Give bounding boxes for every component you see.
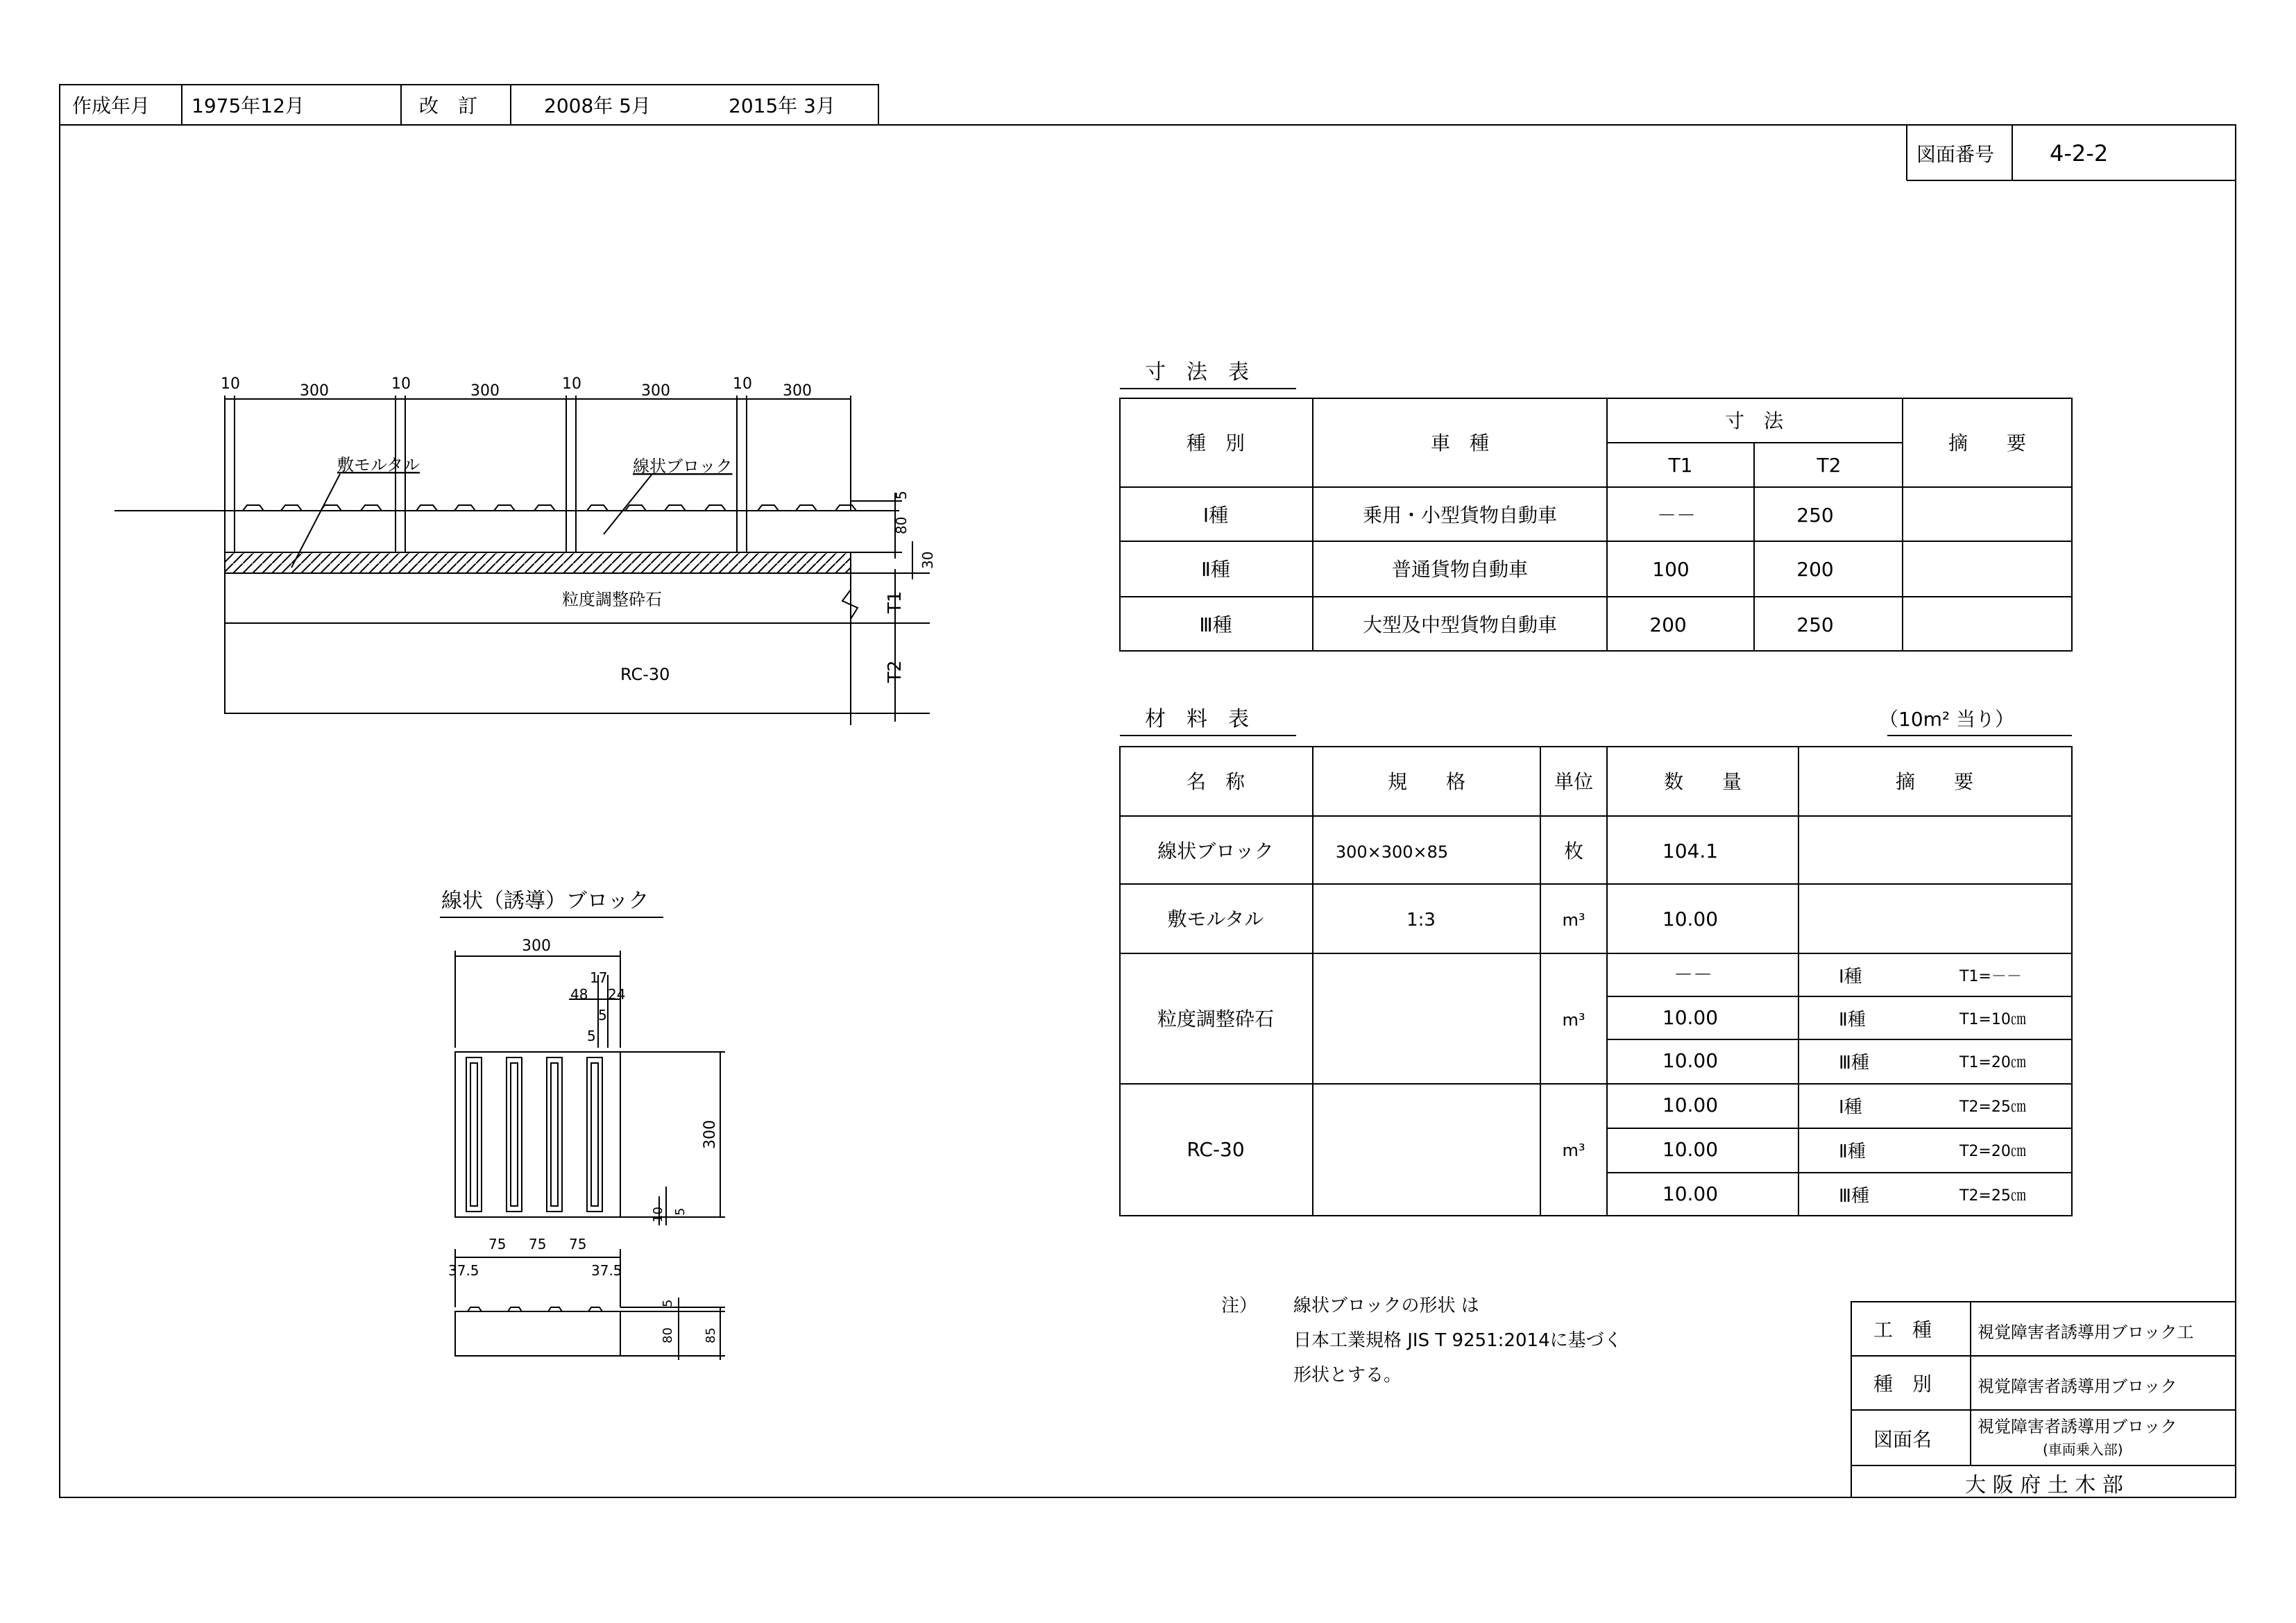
dim-48: 48 [570, 986, 588, 1003]
main-frame [60, 125, 2236, 1497]
dim-5-side: 5 [673, 1207, 688, 1216]
mat-row4-type-2: Ⅱ種 [1839, 1141, 1866, 1162]
material-table-per-unit: （10m² 当り） [1879, 708, 2015, 731]
dim-side-85: 85 [704, 1327, 718, 1343]
dim-75-b: 75 [529, 1236, 547, 1252]
block-detail-title: 線状（誘導）ブロック [441, 889, 649, 913]
dim-5-a: 5 [598, 1007, 607, 1023]
title-type-label: 種 別 [1873, 1373, 1932, 1395]
dim-75-a: 75 [488, 1236, 507, 1252]
mat-row3-type-3: Ⅲ種 [1839, 1053, 1869, 1073]
dim-header-t2: T2 [1817, 454, 1842, 477]
title-work-label: 工 種 [1873, 1318, 1932, 1341]
dim-row1-vehicle: 乗用・小型貨物自動車 [1362, 504, 1558, 527]
dim-row2-t1: 100 [1652, 558, 1690, 581]
gravel-layer [225, 573, 851, 623]
dim-row2-vehicle: 普通貨物自動車 [1391, 558, 1529, 581]
mat-row3-unit: m³ [1562, 1010, 1585, 1030]
label-gravel: 粒度調整砕石 [562, 590, 662, 609]
dim-300-b: 300 [470, 382, 500, 400]
mat-header-name: 名 称 [1186, 770, 1245, 793]
title-name-label: 図面名 [1873, 1428, 1932, 1451]
dim-10-a: 10 [221, 375, 240, 393]
dim-header-vehicle: 車 種 [1430, 432, 1490, 454]
created-label: 作成年月 [72, 94, 151, 117]
dim-row1-t1: －－ [1656, 504, 1697, 527]
label-mortar: 敷モルタル [337, 455, 420, 475]
dim-10-c: 10 [562, 375, 581, 393]
mat-row3-type-2: Ⅱ種 [1839, 1010, 1866, 1030]
dim-17: 17 [590, 969, 608, 986]
dim-300-d: 300 [783, 382, 812, 400]
mortar-layer [225, 552, 851, 573]
dim-80-right: 80 [893, 516, 910, 534]
dim-10-b: 10 [391, 375, 411, 393]
mat-row4-unit: m³ [1562, 1141, 1585, 1160]
dim-row1-t2: 250 [1796, 504, 1834, 527]
mat-row1-unit: 枚 [1563, 840, 1584, 863]
dim-header-remarks: 摘 要 [1948, 432, 2027, 454]
dim-row1-type: Ⅰ種 [1202, 504, 1229, 527]
dim-row3-t1: 200 [1649, 613, 1687, 636]
drawing-number-value: 4-2-2 [2050, 140, 2109, 167]
mat-header-unit: 単位 [1554, 770, 1594, 793]
mat-row2-qty: 10.00 [1662, 908, 1719, 931]
notes-line-3: 形状とする。 [1293, 1365, 1402, 1386]
dim-header-dim: 寸 法 [1724, 409, 1784, 432]
section-view [114, 396, 930, 725]
dim-row3-t2: 250 [1796, 613, 1834, 636]
mat-header-remarks: 摘 要 [1895, 770, 1974, 793]
mat-row4-note-1: T2=25㎝ [1959, 1098, 2026, 1116]
dim-t2: T2 [885, 660, 905, 683]
dim-side-80: 80 [661, 1327, 675, 1343]
dimension-table-title: 寸 法 表 [1145, 360, 1249, 384]
rc-layer [225, 623, 851, 713]
mat-row4-type-3: Ⅲ種 [1839, 1186, 1869, 1207]
top-extension-lines [225, 396, 851, 511]
dim-5-b: 5 [587, 1028, 596, 1044]
mat-row2-name: 敷モルタル [1167, 908, 1264, 931]
material-table-title: 材 料 表 [1145, 707, 1249, 731]
notes-label: 注） [1221, 1295, 1258, 1316]
mat-row2-unit: m³ [1562, 910, 1585, 930]
dim-5-right: 5 [893, 491, 910, 500]
mat-row1-qty: 104.1 [1662, 840, 1719, 863]
dimension-table-grid [1120, 398, 2072, 651]
mat-row4-note-3: T2=25㎝ [1959, 1187, 2026, 1205]
created-value: 1975年12月 [192, 94, 305, 117]
revision-date-2: 2015年 3月 [729, 94, 835, 117]
title-name-value: 視覚障害者誘導用ブロック [1978, 1417, 2177, 1436]
revision-date-1: 2008年 5月 [544, 94, 651, 117]
mat-row2-spec: 1:3 [1406, 910, 1436, 931]
label-block: 線状ブロック [633, 457, 733, 476]
revision-label: 改 訂 [419, 94, 478, 117]
dim-row3-vehicle: 大型及中型貨物自動車 [1362, 613, 1558, 636]
notes-line-2: 日本工業規格 JIS T 9251:2014に基づく [1293, 1330, 1622, 1351]
dim-t1: T1 [885, 590, 905, 613]
mat-row4-note-2: T2=20㎝ [1959, 1143, 2026, 1160]
mat-row4-qty-2: 10.00 [1662, 1138, 1719, 1161]
mat-row3-note-3: T1=20㎝ [1959, 1054, 2026, 1071]
dim-header-t1: T1 [1668, 454, 1693, 477]
material-table-grid [1120, 747, 2072, 1216]
label-rc: RC-30 [620, 665, 670, 684]
dim-side-5: 5 [661, 1299, 675, 1307]
notes-line-1: 線状ブロックの形状 は [1293, 1295, 1479, 1316]
dim-37-5-right: 37.5 [591, 1262, 622, 1279]
mat-row3-qty-3: 10.00 [1662, 1049, 1719, 1072]
title-name-sub: (車両乗入部) [2043, 1441, 2123, 1458]
title-work-value: 視覚障害者誘導用ブロック工 [1978, 1323, 2194, 1342]
block-plan-view [455, 951, 725, 1225]
mat-row4-qty-3: 10.00 [1662, 1182, 1719, 1205]
dim-header-type: 種 別 [1186, 432, 1245, 454]
mat-row3-qty-1: －－ [1673, 963, 1713, 986]
mat-row4-qty-1: 10.00 [1662, 1094, 1719, 1116]
mat-header-qty: 数 量 [1663, 770, 1742, 793]
mat-header-spec: 規 格 [1387, 770, 1466, 793]
section-dims-top [221, 375, 812, 400]
mat-row3-name: 粒度調整砕石 [1157, 1008, 1275, 1030]
mat-row3-qty-2: 10.00 [1662, 1006, 1719, 1029]
dim-30-right: 30 [919, 551, 936, 569]
mat-row3-type-1: Ⅰ種 [1839, 967, 1862, 987]
mat-row1-spec: 300×300×85 [1335, 842, 1449, 862]
dim-row3-type: Ⅲ種 [1199, 613, 1232, 636]
dim-75-c: 75 [569, 1236, 587, 1252]
dim-row2-t2: 200 [1796, 558, 1834, 581]
block-elevation-view [455, 1249, 725, 1360]
plan-bars [466, 1057, 602, 1212]
dim-row2-type: Ⅱ種 [1201, 558, 1230, 581]
mat-row4-name: RC-30 [1187, 1138, 1245, 1161]
title-type-value: 視覚障害者誘導用ブロック [1978, 1377, 2177, 1396]
dim-300-c: 300 [641, 382, 670, 400]
mat-row1-name: 線状ブロック [1157, 840, 1274, 863]
mat-row3-note-2: T1=10㎝ [1959, 1011, 2026, 1028]
dim-10-d: 10 [733, 375, 752, 393]
dim-300-side: 300 [701, 1120, 719, 1149]
mat-row4-type-1: Ⅰ種 [1839, 1097, 1862, 1118]
dim-37-5-left: 37.5 [448, 1262, 479, 1279]
drawing-number-label: 図面番号 [1916, 143, 1995, 166]
mat-row3-note-1: T1=－－ [1959, 968, 2022, 985]
dim-24: 24 [608, 986, 626, 1003]
dim-10-side: 10 [651, 1207, 665, 1223]
title-org: 大 阪 府 土 木 部 [1965, 1473, 2123, 1497]
block-studs [243, 505, 856, 511]
dim-300-a: 300 [300, 382, 329, 400]
dim-300-top: 300 [522, 937, 551, 955]
